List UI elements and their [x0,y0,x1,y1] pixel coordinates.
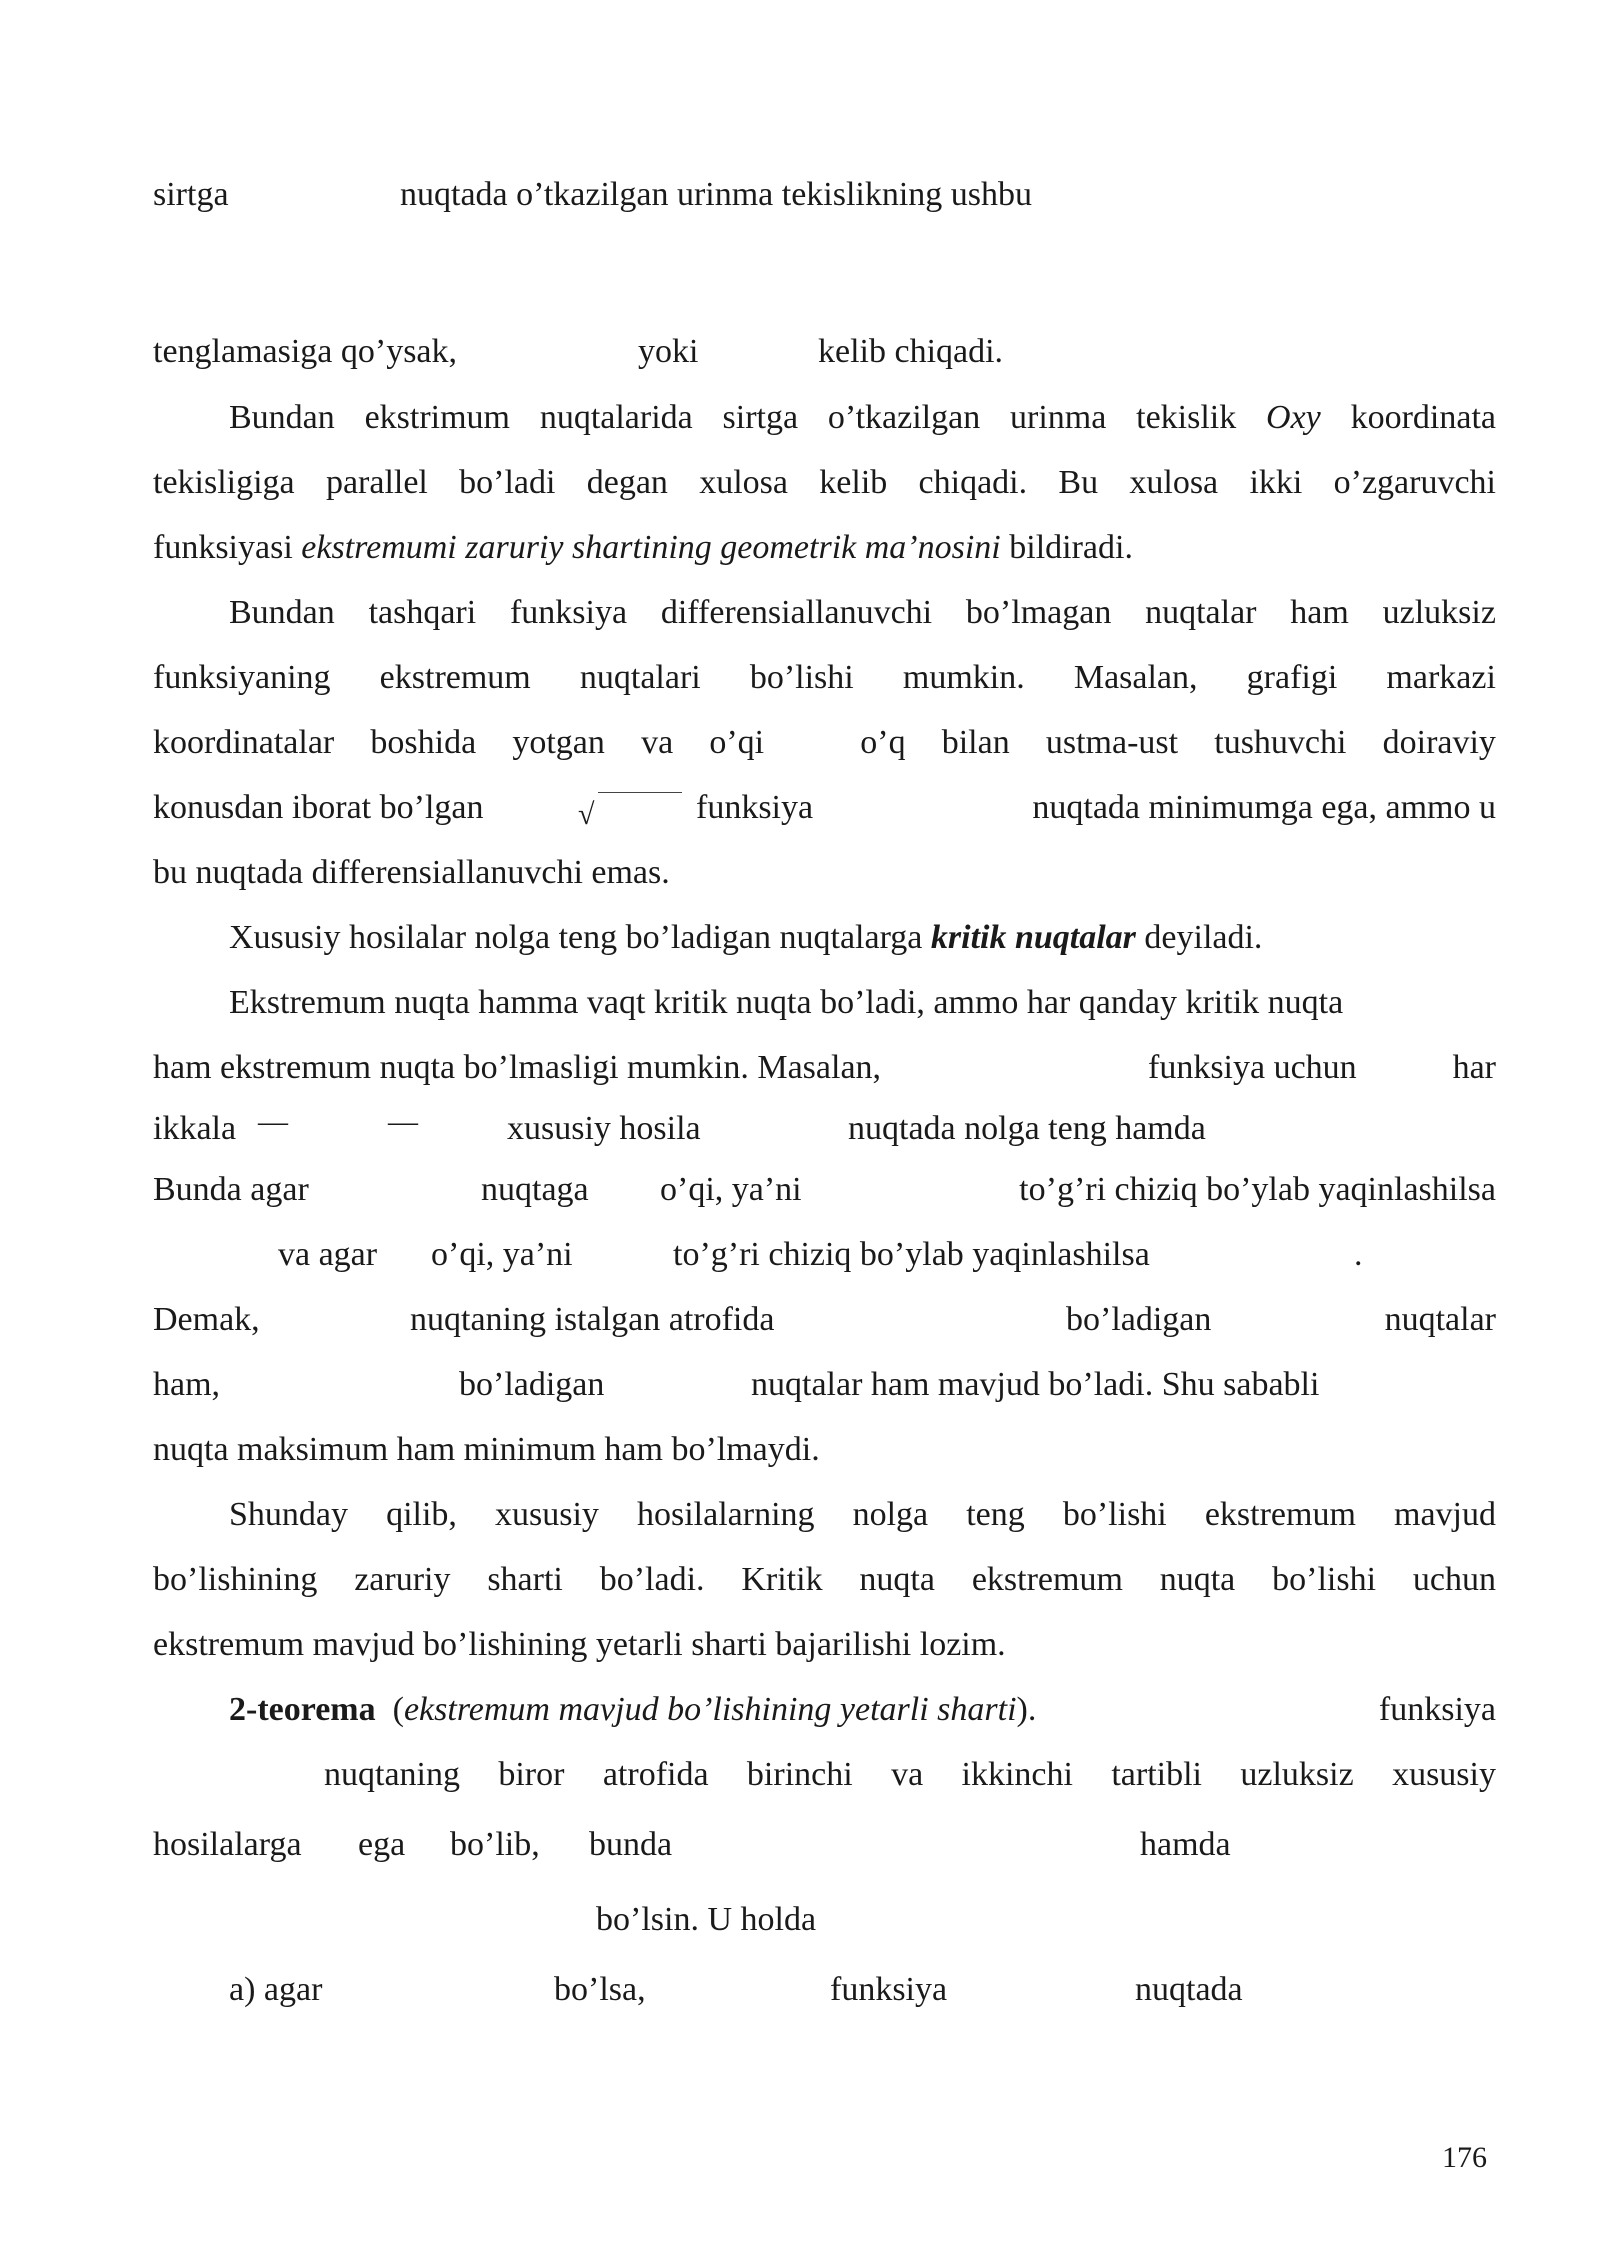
word: funksiyaning [153,659,331,696]
word: Bundan [229,594,335,631]
text-fragment: funksiya [1378,1691,1496,1728]
paragraph-line [153,658,1496,698]
word: ikki [1249,464,1303,501]
word: ekstremum [971,1561,1123,1598]
text-fragment: hamda [1140,1826,1231,1863]
text-fragment: to’g’ri chiziq bo’ylab yaqinlashilsa [673,1236,1150,1273]
word: Bundan [229,399,335,436]
text-fragment: nuqtalar [1384,1301,1496,1338]
text-fragment: Bunda agar [153,1171,309,1208]
word: hosilalarning [637,1496,815,1533]
text-fragment: ( [392,1691,404,1728]
paragraph-line [153,723,1496,763]
word: Kritik [741,1561,823,1598]
word: qilib, [386,1496,457,1533]
word: degan [586,464,668,501]
page-number: 176 [1442,2141,1487,2174]
word: kelib [819,464,888,501]
word: sirtga [722,399,799,436]
word: grafigi [1246,659,1338,696]
text-fragment: bunda [589,1826,673,1863]
text-fragment: nuqtaga [481,1171,589,1208]
paragraph-line [229,1495,1496,1535]
text-fragment: konusdan iborat bo’lgan [153,789,484,826]
word: tushuvchi [1214,724,1347,761]
text-fragment: nuqtalar ham mavjud bo’ladi. Shu sababli [751,1366,1320,1403]
paragraph-line [229,398,1496,438]
word: ekstremum [379,659,531,696]
word: bo’lishi [749,659,854,696]
word: o’zgaruvchi [1333,464,1496,501]
text-fragment: deyiladi. [1135,919,1263,956]
word: mumkin. [902,659,1025,696]
word: nolga [852,1496,929,1533]
word: yotgan [512,724,605,761]
text-fragment: kelib chiqadi. [818,333,1004,370]
text-fragment: har [1452,1049,1496,1086]
word: nuqtalari [579,659,701,696]
word: teng [966,1496,1025,1533]
text-fragment: a) agar [229,1971,323,2008]
text-fragment: ham ekstremum nuqta bo’lmasligi mumkin. Masalan, [153,1049,882,1086]
paragraph-line: nuqta maksimum ham minimum ham bo’lmaydi. [153,1431,820,1468]
text-fragment: nuqtada nolga teng hamda [848,1110,1206,1147]
text-fragment: yoki [638,333,699,370]
text-fragment: ). [1016,1691,1037,1728]
text-fragment: o’qi, ya’ni [660,1171,802,1208]
paragraph-line: ekstremum mavjud bo’lishining yetarli sharti bajarilishi lozim. [153,1626,1006,1663]
text-fragment: bo’lib, [450,1826,540,1863]
word: sharti [487,1561,563,1598]
word: bilan [941,724,1010,761]
word: bo’ladi [459,464,556,501]
word: koordinatalar [153,724,335,761]
paragraph-line: bu nuqtada differensiallanuvchi emas. [153,854,670,891]
word-italic: Oxy [1266,399,1321,436]
word: ikkinchi [961,1756,1073,1793]
word: Bu [1058,464,1099,501]
text-fragment: funksiyasi [153,529,302,566]
text-fragment: nuqtada o’tkazilgan urinma tekislikning ushbu [400,176,1033,213]
word: biror [498,1756,565,1793]
word: atrofida [602,1756,709,1793]
text-fragment: to’g’ri chiziq bo’ylab yaqinlashilsa [1019,1171,1496,1208]
word: Shunday [229,1496,348,1533]
fraction-bar: — [258,1105,288,1138]
text-fragment: Xususiy hosilalar nolga teng bo’ladigan nuqtalarga [229,919,931,956]
word: bo’lishi [1062,1496,1167,1533]
square-root-icon: √ [578,798,595,831]
word: koordinata [1350,399,1496,436]
word: mavjud [1394,1496,1496,1533]
word: xulosa [699,464,788,501]
text-fragment: bo’ladigan [1066,1301,1212,1338]
word: urinma [1010,399,1107,436]
paragraph-line [229,918,1496,958]
italic-phrase: ekstremumi zaruriy shartining geometrik ma’nosini [301,529,1001,566]
paragraph-line [324,1755,1496,1795]
word: uzluksiz [1240,1756,1354,1793]
word: nuqtalarida [539,399,693,436]
text-fragment: funksiya [830,1971,948,2008]
word: va [891,1756,924,1793]
text-fragment: ikkala [153,1110,237,1147]
word: va [641,724,674,761]
word: o’q [860,724,906,761]
word: uchun [1412,1561,1496,1598]
word: ham [1290,594,1349,631]
word: nuqta [1159,1561,1236,1598]
word: nuqtaning [324,1756,460,1793]
word: xulosa [1129,464,1219,501]
word: bo’lmagan [965,594,1112,631]
word: xususiy [1392,1756,1496,1793]
paragraph-line [153,1560,1496,1600]
word: markazi [1386,659,1496,696]
word: zaruriy [354,1561,451,1598]
bold-italic-term: kritik nuqtalar [930,919,1136,956]
text-fragment: funksiya uchun [1148,1049,1357,1086]
word: doiraviy [1382,724,1496,761]
fraction-bar: — [388,1105,418,1138]
word: differensiallanuvchi [660,594,933,631]
paragraph-line: Ekstremum nuqta hamma vaqt kritik nuqta bo’ladi, ammo har qanday kritik nuqta [229,984,1344,1021]
word: ekstremum [1204,1496,1356,1533]
text-fragment: Demak, [153,1301,260,1338]
text-fragment: bo’ladigan [459,1366,605,1403]
text-fragment: ega [358,1826,406,1863]
text-fragment: bo’lsa, [554,1971,646,2008]
text-fragment: bildiradi. [1000,529,1133,566]
text-fragment: va agar [278,1236,378,1273]
text-fragment: bo’lsin. U holda [596,1901,817,1938]
word: Masalan, [1073,659,1198,696]
paragraph-line [229,593,1496,633]
theorem-title: ekstremum mavjud bo’lishining yetarli sharti [403,1691,1017,1728]
word: nuqtalar [1145,594,1257,631]
text-fragment: tenglamasiga qo’ysak, [153,333,458,370]
word: tekisligiga [153,464,295,501]
word: tartibli [1111,1756,1202,1793]
word: tashqari [368,594,477,631]
word: boshida [370,724,477,761]
text-fragment: . [1354,1236,1363,1273]
word: bo’ladi. [599,1561,705,1598]
word: tekislik [1136,399,1237,436]
text-fragment: funksiya [696,789,814,826]
word: nuqta [859,1561,935,1598]
word: o’tkazilgan [827,399,981,436]
text-fragment: sirtga [153,176,229,213]
text-fragment: ham, [153,1366,221,1403]
paragraph-line [153,528,1496,568]
text-fragment: nuqtada minimumga ega, ammo u [1032,789,1496,826]
text-fragment: nuqtada [1135,1971,1243,2008]
word: chiqadi. [918,464,1028,501]
word: bo’lishi [1272,1561,1377,1598]
word: ekstrimum [364,399,511,436]
word: birinchi [746,1756,853,1793]
word: ustma-ust [1045,724,1179,761]
word: parallel [325,464,428,501]
text-fragment: hosilalarga [153,1826,302,1863]
square-root-bar [598,792,682,793]
word: xususiy [495,1496,599,1533]
text-fragment: xususiy hosila [507,1110,701,1147]
theorem-label: 2-teorema [229,1691,376,1728]
paragraph-line [153,463,1496,503]
text-fragment: o’qi, ya’ni [431,1236,573,1273]
word: o’qi [709,724,765,761]
text-fragment: nuqtaning istalgan atrofida [410,1301,775,1338]
word: bo’lishining [153,1561,318,1598]
word: uzluksiz [1382,594,1496,631]
word: funksiya [509,594,628,631]
